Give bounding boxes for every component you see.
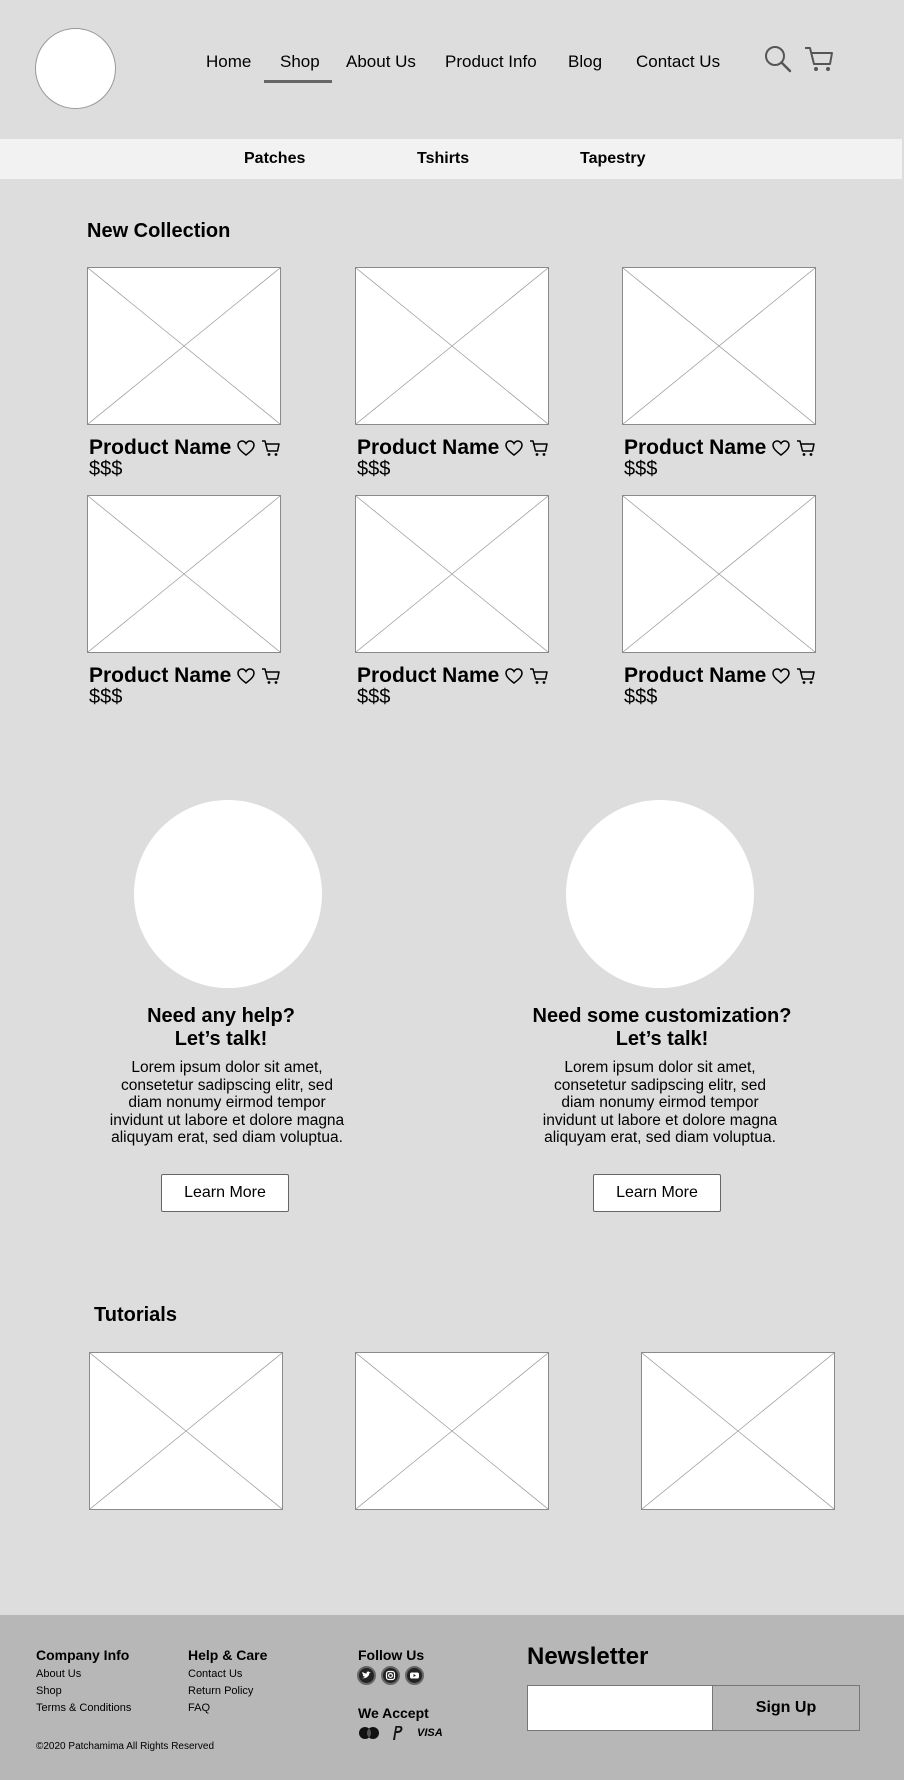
company-info-heading: Company Info [36,1647,130,1663]
footer-link-faq[interactable]: FAQ [188,1702,211,1714]
mastercard-icon [358,1726,380,1740]
nav-about-us[interactable]: About Us [346,52,416,71]
tutorial-placeholder[interactable] [641,1352,835,1510]
sign-up-button[interactable]: Sign Up [712,1685,860,1731]
product-image-placeholder[interactable] [355,495,549,653]
follow-us-heading: Follow Us [358,1647,425,1663]
customization-image-placeholder [566,800,754,988]
customization-title [512,1005,812,1051]
category-patches[interactable]: Patches [244,150,306,167]
footer [0,1615,904,1780]
heart-icon[interactable] [771,438,791,458]
product-name[interactable]: Product Name [624,436,767,459]
product-name[interactable]: Product Name [357,436,500,459]
tutorial-placeholder[interactable] [355,1352,549,1510]
heart-icon[interactable] [236,666,256,686]
cart-icon[interactable] [261,666,281,686]
newsletter-email-input[interactable] [527,1685,713,1731]
help-title [71,1005,371,1051]
learn-more-button[interactable]: Learn More [593,1174,721,1212]
cart-icon[interactable] [529,438,549,458]
customization-text-line: invidunt ut labore et dolore magna [542,1111,778,1129]
product-image-placeholder[interactable] [87,495,281,653]
product-price: $$$ [357,686,391,708]
header [0,0,904,139]
newsletter-title: Newsletter [527,1643,649,1670]
cart-icon[interactable] [529,666,549,686]
search-icon[interactable] [764,45,792,73]
product-price: $$$ [624,458,658,480]
help-text-line: invidunt ut labore et dolore magna [109,1111,345,1129]
product-image-placeholder[interactable] [87,267,281,425]
tutorial-placeholder[interactable] [89,1352,283,1510]
we-accept-heading: We Accept [358,1705,429,1721]
cart-icon[interactable] [796,666,816,686]
copyright-text: ©2020 Patchamima All Rights Reserved [36,1741,215,1752]
heart-icon[interactable] [236,438,256,458]
category-bar [0,139,902,179]
nav-product-info[interactable]: Product Info [445,52,537,71]
customization-text-line: aliquyam erat, sed diam voluptua. [544,1129,776,1146]
help-description [102,1059,352,1147]
product-price: $$$ [89,686,123,708]
customization-title-line1: Need some customization? [532,1005,792,1027]
footer-link-about-us[interactable]: About Us [36,1668,82,1680]
logo-placeholder[interactable] [35,28,116,109]
product-image-placeholder[interactable] [355,267,549,425]
footer-link-contact-us[interactable]: Contact Us [188,1668,243,1680]
help-image-placeholder [134,800,322,988]
tutorials-title: Tutorials [94,1304,177,1326]
youtube-icon[interactable] [405,1666,424,1685]
heart-icon[interactable] [504,438,524,458]
instagram-icon[interactable] [381,1666,400,1685]
learn-more-button[interactable]: Learn More [161,1174,289,1212]
product-image-placeholder[interactable] [622,267,816,425]
category-tshirts[interactable]: Tshirts [417,150,470,167]
footer-link-terms[interactable]: Terms & Conditions [36,1702,132,1714]
help-text-line: Lorem ipsum dolor sit amet, [131,1059,323,1076]
product-name[interactable]: Product Name [624,664,767,687]
help-text-line: aliquyam erat, sed diam voluptua. [111,1129,343,1146]
product-name[interactable]: Product Name [89,664,232,687]
new-collection-title: New Collection [87,220,231,242]
category-tapestry[interactable]: Tapestry [580,150,646,167]
nav-blog[interactable]: Blog [568,52,603,71]
footer-link-shop[interactable]: Shop [36,1685,62,1697]
nav-home[interactable]: Home [206,52,252,71]
footer-link-return-policy[interactable]: Return Policy [188,1685,254,1697]
customization-text-line: Lorem ipsum dolor sit amet, [564,1059,756,1076]
product-price: $$$ [89,458,123,480]
nav-shop[interactable]: Shop [280,52,320,71]
product-price: $$$ [357,458,391,480]
help-text-line: diam nonumy eirmod tempor [128,1094,326,1111]
help-title-line1: Need any help? [147,1005,295,1027]
heart-icon[interactable] [504,666,524,686]
product-name[interactable]: Product Name [357,664,500,687]
help-text-line: consetetur sadipscing elitr, sed [121,1076,333,1094]
product-name[interactable]: Product Name [89,436,232,459]
cart-icon[interactable] [804,45,834,73]
customization-text-line: diam nonumy eirmod tempor [561,1094,759,1111]
help-title-line2: Let’s talk! [174,1028,268,1050]
cart-icon[interactable] [796,438,816,458]
product-image-placeholder[interactable] [622,495,816,653]
cart-icon[interactable] [261,438,281,458]
active-nav-indicator [264,80,332,83]
paypal-icon [390,1725,404,1741]
visa-icon: VISA [417,1727,443,1739]
product-price: $$$ [624,686,658,708]
help-care-heading: Help & Care [188,1647,268,1663]
customization-text-line: consetetur sadipscing elitr, sed [554,1076,766,1094]
heart-icon[interactable] [771,666,791,686]
nav-contact-us[interactable]: Contact Us [636,52,721,71]
customization-title-line2: Let’s talk! [615,1028,709,1050]
customization-description [535,1059,785,1147]
twitter-icon[interactable] [357,1666,376,1685]
